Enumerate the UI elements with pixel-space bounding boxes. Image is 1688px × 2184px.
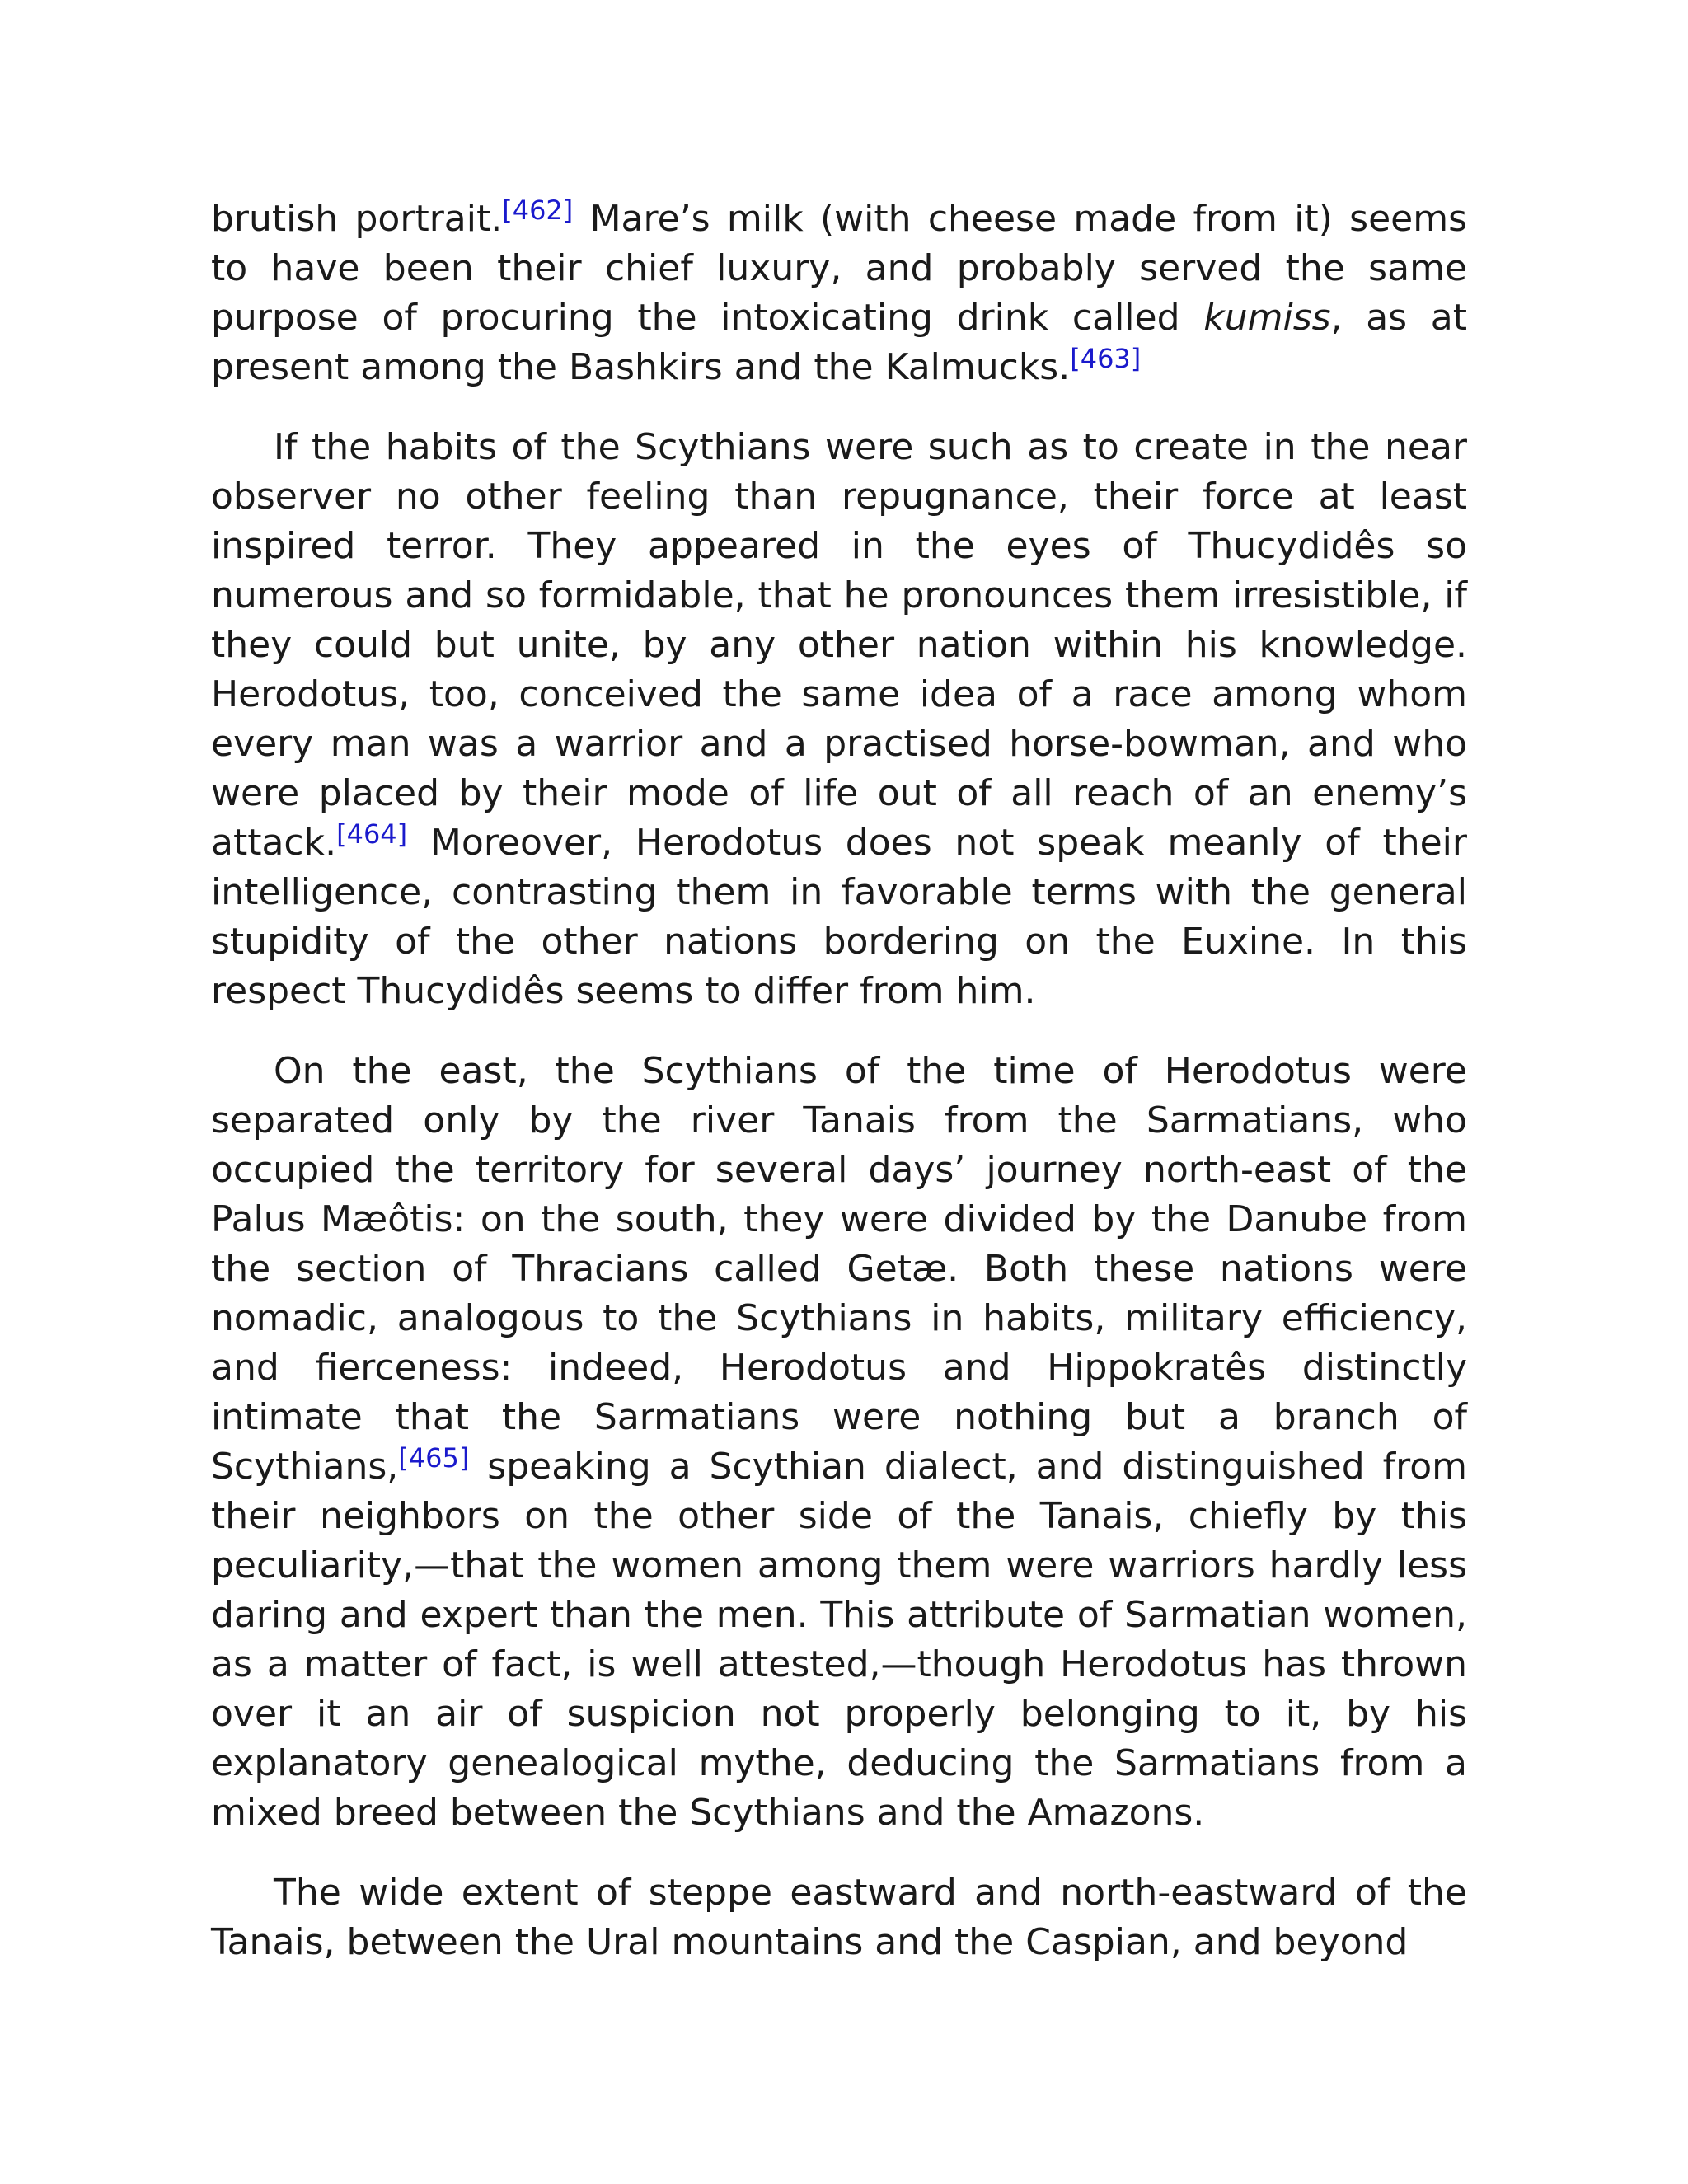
text-run: , as at present among the Bashkirs and the Kalmucks. — [211, 297, 1468, 388]
footnote-link-464[interactable]: [464] — [336, 818, 408, 850]
italic-term: kumiss — [1203, 297, 1331, 339]
page-body — [211, 194, 1467, 1998]
paragraph-4 — [211, 1868, 1467, 1967]
paragraph-3 — [211, 1047, 1467, 1838]
text-run: If the habits of the Scythians were such as to create in the near observer no other feeling than repugnance, their force at least inspired terror. They appeared in the eyes of Thucydidês so numerous and so formidable, that he pronounces them irresistible, if they could but unite, by any other nation within his knowledge. Herodotus, too, conceived the same idea of a race among whom every man was a warrior and a practised horse-bowman, and who were placed by their mode of life out of all reach of an enemy’s attack. — [211, 426, 1467, 864]
paragraph-1 — [211, 194, 1467, 392]
footnote-link-463[interactable]: [463] — [1070, 343, 1142, 374]
footnote-link-462[interactable]: [462] — [502, 194, 574, 226]
text-run: Moreover, Herodotus does not speak meanly of their intelligence, contrasting them in favorable terms with the general stupidity of the other nations bordering on the Euxine. In this respect Thucydidês seems to differ from him. — [211, 822, 1467, 1012]
text-run: On the east, the Scythians of the time of Herodotus were separated only by the river Tanais from the Sarmatians, who occupied the territory for several days’ journey north-east of the Palus Mæôtis: on the south, they were divided by the Danube from the section of Thracians called Getæ. Both these nations were nomadic, analogous to the Scythians in habits, military efficiency, and fierceness: indeed, Herodotus and Hippokratês distinctly intimate that the Sarmatians were nothing but a branch of Scythians, — [211, 1050, 1467, 1488]
text-run: The wide extent of steppe eastward and north-eastward of the Tanais, between the Ural mountains and the Caspian, and beyond — [211, 1872, 1467, 1963]
paragraph-2 — [211, 423, 1467, 1016]
text-run: Mare’s milk (with cheese made from it) seems to have been their chief luxury, and probably served the same purpose of procuring the intoxicating drink called — [211, 198, 1467, 339]
footnote-link-465[interactable]: [465] — [398, 1442, 470, 1474]
text-run: speaking a Scythian dialect, and distinguished from their neighbors on the other side of the Tanais, chiefly by this peculiarity,—that the women among them were warriors hardly less daring and expert than the men. This attribute of Sarmatian women, as a matter of fact, is well attested,—though Herodotus has thrown over it an air of suspicion not properly belonging to it, by his explanatory genealogical mythe, deducing the Sarmatians from a mixed breed between the Scythians and the Amazons. — [211, 1446, 1467, 1834]
text-run: brutish portrait. — [211, 198, 503, 240]
